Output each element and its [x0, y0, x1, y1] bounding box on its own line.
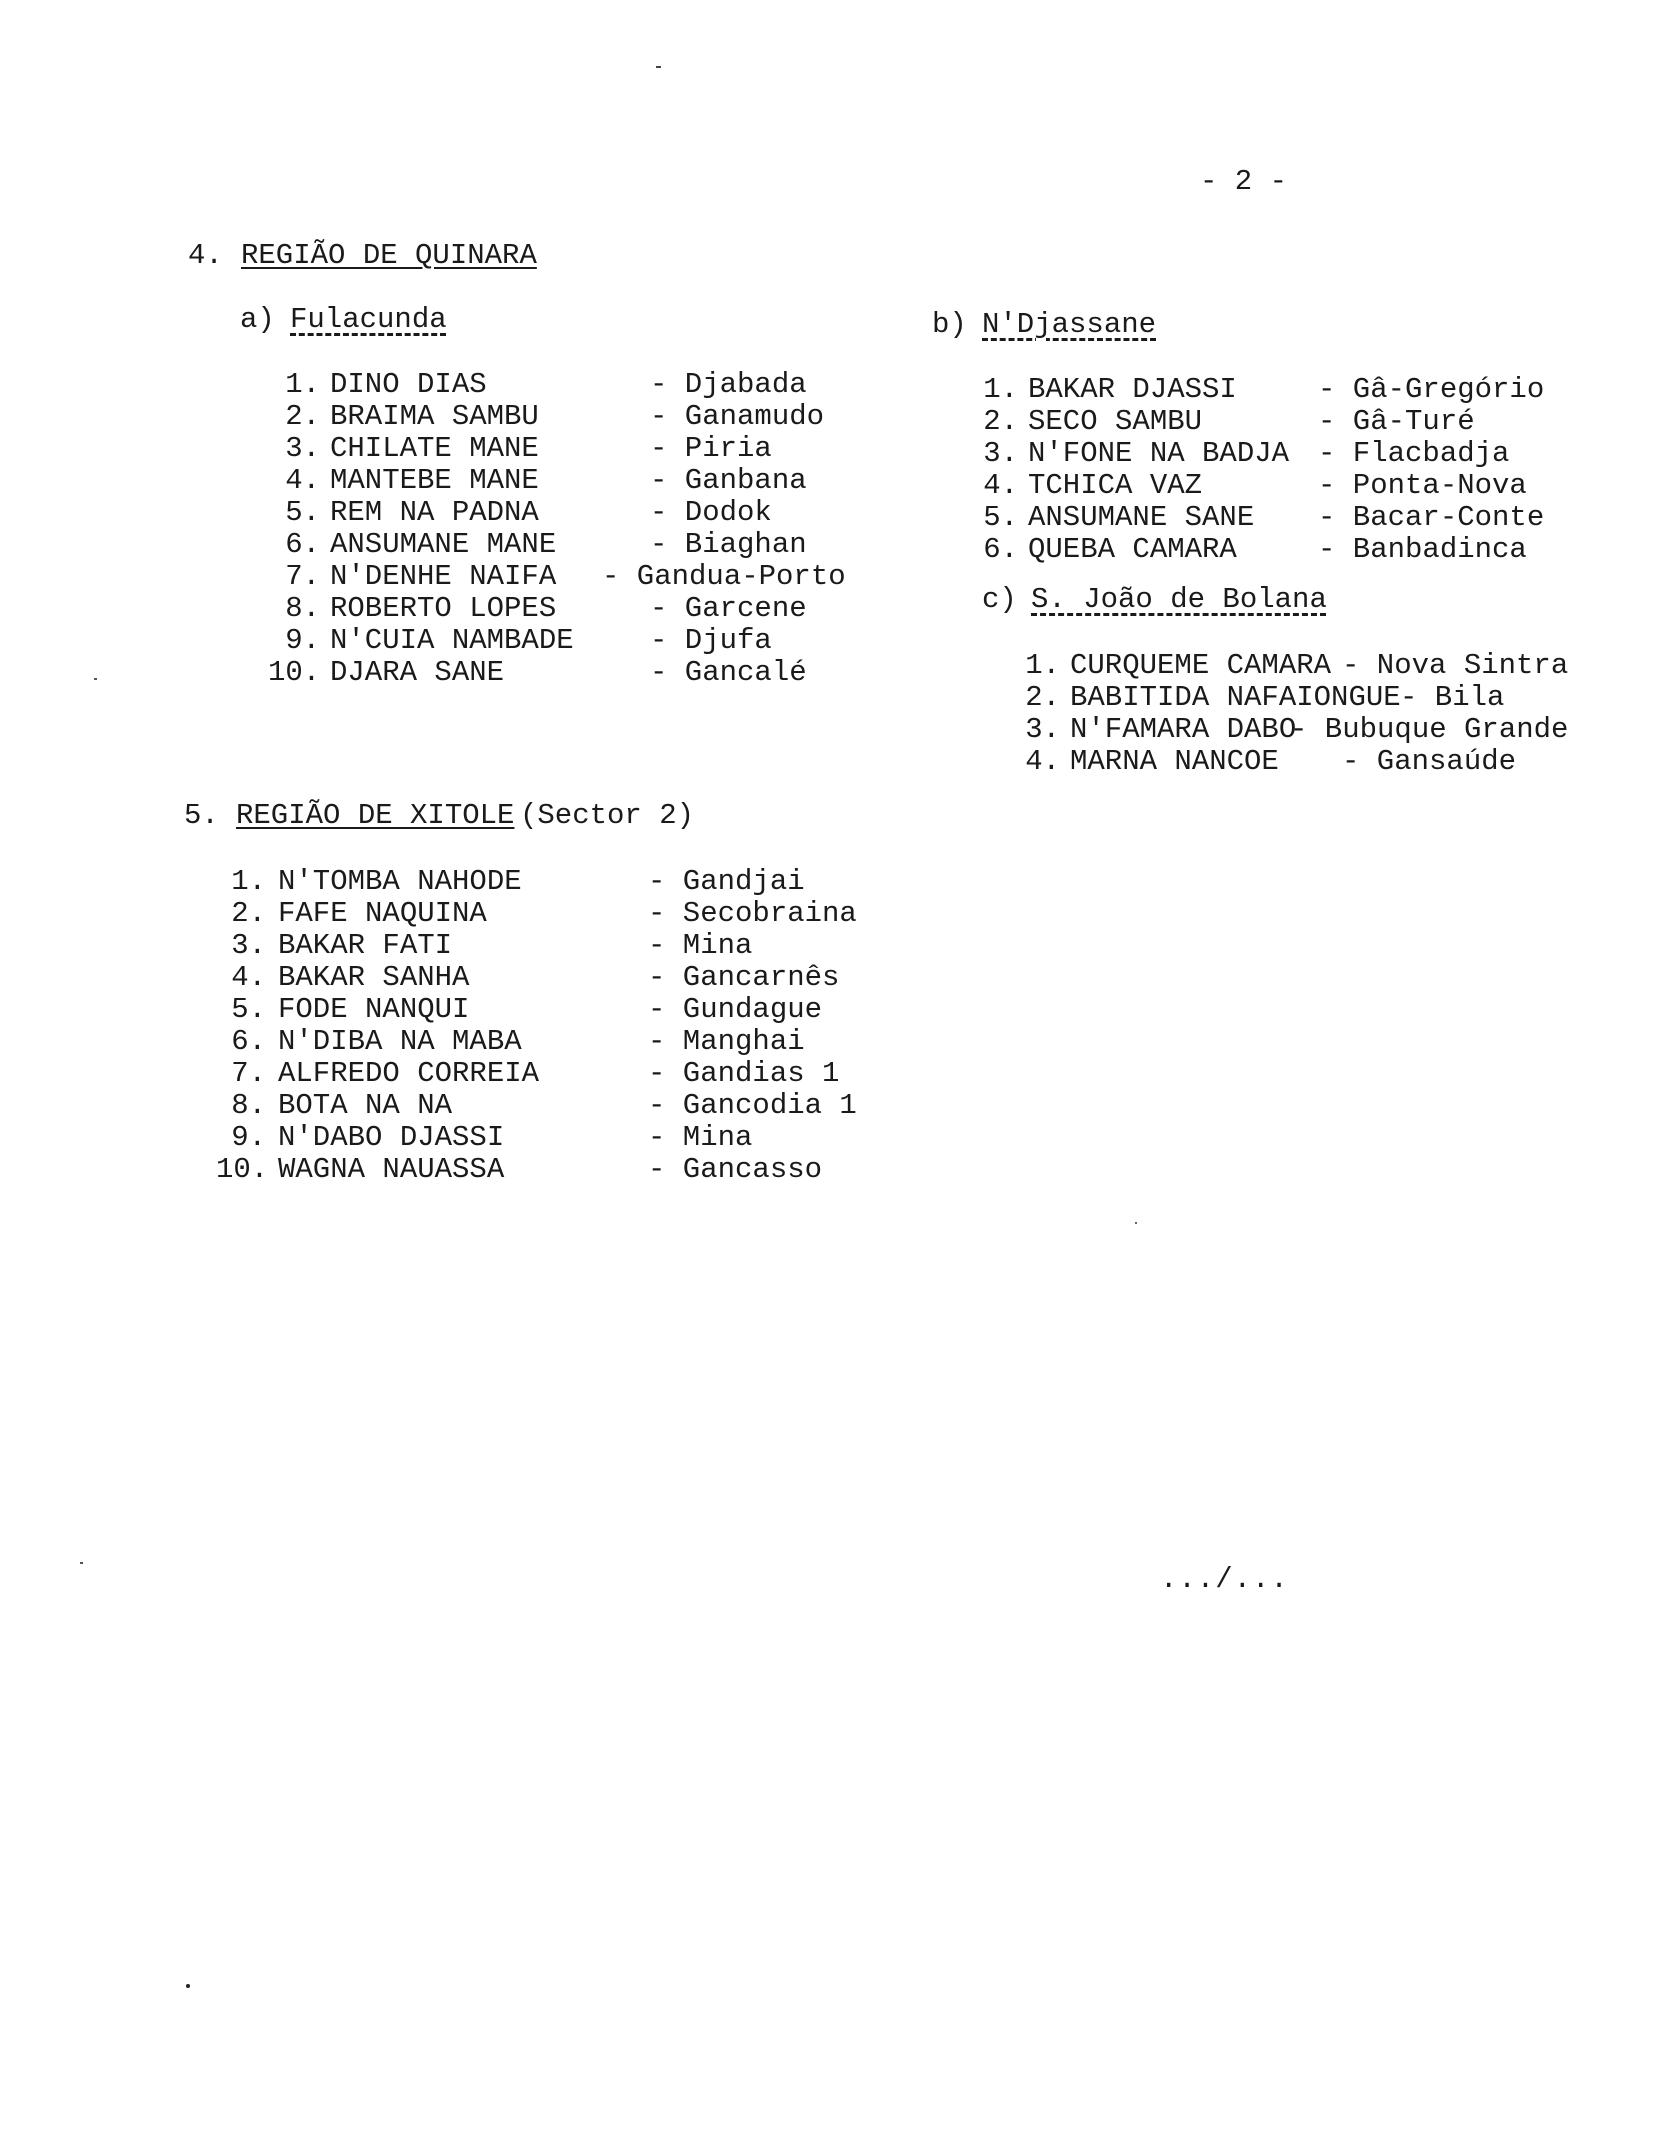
list-item: 3. N'FONE NA BADJA - Flacbadja: [983, 437, 1510, 470]
scan-speck: [1135, 1222, 1137, 1224]
list-item: 4. TCHICA VAZ - Ponta-Nova: [983, 469, 1527, 502]
scan-speck: [186, 1984, 190, 1988]
list-item: 7. ALFREDO CORREIA - Gandias 1: [231, 1057, 840, 1090]
list-item: 3. N'FAMARA DABO - Bubuque Grande: [1025, 713, 1569, 746]
list-item: 3. CHILATE MANE - Piria: [285, 432, 772, 465]
list-item: 6. ANSUMANE MANE - Biaghan: [285, 528, 807, 561]
list-item: 10. DJARA SANE - Gancalé: [268, 656, 807, 689]
list-item: 10. WAGNA NAUASSA - Gancasso: [216, 1153, 823, 1186]
list-item: 4. MANTEBE MANE - Ganbana: [285, 464, 807, 497]
list-item: 5. FODE NANQUI - Gundague: [231, 993, 823, 1026]
section-4-number: 4.: [188, 239, 223, 272]
list-item: 2. SECO SAMBU - Gâ-Turé: [983, 405, 1475, 438]
list-item: 2. FAFE NAQUINA - Secobraina: [231, 897, 857, 930]
section-5-number: 5.: [184, 799, 219, 832]
list-sao-joao-de-bolana: [1018, 650, 1568, 778]
scan-speck: [80, 1562, 83, 1564]
list-item: 1. DINO DIAS - Djabada: [285, 368, 807, 401]
scan-speck: [656, 66, 661, 68]
list-item: 9. N'DABO DJASSI - Mina: [231, 1121, 753, 1154]
list-ndjassane: [968, 374, 1544, 566]
list-item: 6. QUEBA CAMARA - Banbadinca: [983, 533, 1527, 566]
list-item: 1. BAKAR DJASSI - Gâ-Gregório: [983, 373, 1545, 406]
list-xitole: [216, 866, 857, 1186]
section-5-subtitle: (Sector 2): [520, 799, 695, 832]
subsection-a-title: Fulacunda: [290, 303, 447, 336]
section-5-title: REGIÃO DE XITOLE: [236, 799, 515, 832]
list-item: 3. BAKAR FATI - Mina: [231, 929, 753, 962]
list-item: 7. N'DENHE NAIFA - Gandua-Porto: [285, 560, 846, 593]
list-item: 6. N'DIBA NA MABA - Manghai: [231, 1025, 805, 1058]
subsection-b-marker: b): [932, 308, 967, 341]
list-item: 1. N'TOMBA NAHODE - Gandjai: [231, 865, 805, 898]
subsection-a-marker: a): [240, 303, 275, 336]
page-number: - 2 -: [1200, 165, 1288, 198]
list-item: 2. BABITIDA NAFAIONGUE - Bila: [1025, 681, 1505, 714]
list-item: 1. CURQUEME CAMARA - Nova Sintra: [1025, 649, 1569, 682]
list-item: 4. BAKAR SANHA - Gancarnês: [231, 961, 840, 994]
continuation-mark: .../...: [1160, 1563, 1289, 1596]
list-item: 4. MARNA NANCOE - Gansaúde: [1025, 745, 1517, 778]
list-fulacunda: [268, 369, 846, 689]
subsection-c-marker: c): [982, 583, 1017, 616]
subsection-b-title: N'Djassane: [982, 308, 1157, 341]
list-item: 5. REM NA PADNA - Dodok: [285, 496, 772, 529]
list-item: 8. ROBERTO LOPES - Garcene: [285, 592, 807, 625]
subsection-c-title: S. João de Bolana: [1031, 583, 1327, 616]
list-item: 2. BRAIMA SAMBU - Ganamudo: [285, 400, 825, 433]
list-item: 5. ANSUMANE SANE - Bacar-Conte: [983, 501, 1545, 534]
list-item: 9. N'CUIA NAMBADE - Djufa: [285, 624, 772, 657]
section-4-title: REGIÃO DE QUINARA: [241, 239, 537, 272]
scan-speck: [94, 678, 97, 680]
list-item: 8. BOTA NA NA - Gancodia 1: [231, 1089, 857, 1122]
